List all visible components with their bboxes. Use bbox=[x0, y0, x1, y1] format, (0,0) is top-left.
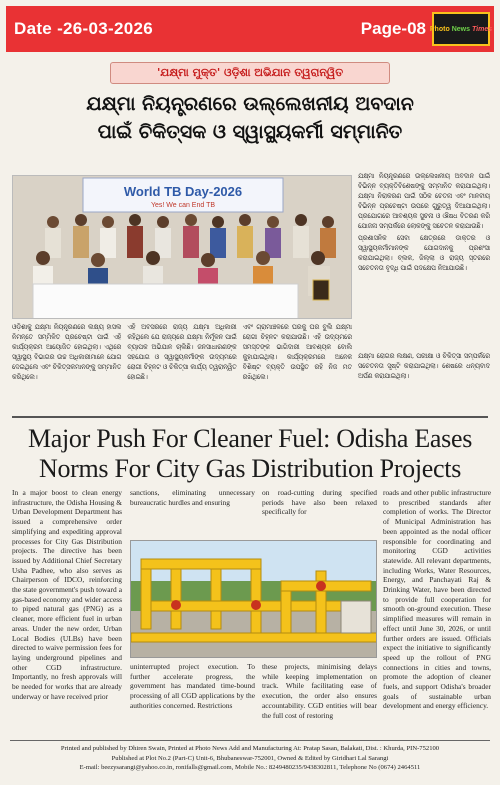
odia-headline-line1: ଯକ୍ଷ୍ମା ନିୟନ୍ତ୍ରଣରେ ଉଲ୍ଲେଖନୀୟ ଅବଦାନ bbox=[86, 93, 414, 115]
article-col-3-bottom: these projects, minimising delays while keeping implementation on track. While facilitating ease of execution, the order also ensures accountability. CGD entities will bear the full cost of restoring bbox=[262, 662, 377, 720]
article-col-1: In a major boost to clean energy infrastructure, the Odisha Housing & Urban Development Department has issued a comprehensive order simplifying and expediting approval processes for City Gas Distribution projects. The directive has been issued by Additional Chief Secretary Usha Padhee, who also serves as Chairperson of IDCO, reinforcing the state government's push toward a gas-based economy and wider access to piped natural gas (PNG) as a cleaner, more efficient fuel in urban areas. Under the new order, Urban Local Bodies (ULBs) have been directed to waive permission fees for laying underground pipelines and other CGD infrastructure. Importantly, no fresh approvals will be needed for works that are already underway or have received prior bbox=[12, 488, 122, 701]
masthead-bar bbox=[6, 6, 494, 52]
imprint-line-1: Printed and published by Dhiren Swain, Printed at Photo News Add and Manufacturing At: Pratap Sasan, Balakati, Dist. : Khurda, PIN-752100 bbox=[60, 745, 440, 752]
logo-word-news: News bbox=[451, 25, 471, 33]
odia-body-columns bbox=[12, 323, 352, 409]
odia-right-column bbox=[358, 172, 490, 350]
photo-news-times-logo bbox=[429, 12, 493, 46]
logo-word-photo: Photo bbox=[429, 25, 450, 33]
odia-body-col-2: ଏହି ଅବସରରେ ରାଜ୍ୟ ଯକ୍ଷ୍ମା ଅଧିକାରୀ କହିଥିଲେ ଯେ ରାଜ୍ୟରେ ଯକ୍ଷ୍ମା ନିର୍ମୂଳନ ପାଇଁ ବ୍ୟାପକ ଅଭିଯାନ ଚାଲିଛି। ଜନସାଧାରଣଙ୍କ ସହଯୋଗ ଓ ସ୍ୱାସ୍ଥ୍ୟକର୍ମୀଙ୍କ ଉଦ୍ୟମରେ ରୋଗୀ ଚିହ୍ନଟ ଓ ଚିକିତ୍ସା କାର୍ଯ୍ୟ ତ୍ୱରାନ୍ୱିତ ହୋଇଛି। bbox=[127, 324, 237, 381]
article-col-2-top: sanctions, eliminating unnecessary bureaucratic hurdles and ensuring bbox=[130, 488, 255, 507]
odia-body-col-1: ଓଡ଼ିଶାକୁ ଯକ୍ଷ୍ମା ନିୟନ୍ତ୍ରଣରେ ଲକ୍ଷ୍ୟ ହାସଲ ନିମନ୍ତେ ସମ୍ମିଳିତ ପ୍ରଚେଷ୍ଟା ପାଇଁ ଏହି କାର୍ଯ୍ୟକ୍ରମ ଆୟୋଜିତ ହୋଇଥିଲା। ଏଥିରେ ସ୍ୱାସ୍ଥ୍ୟ ବିଭାଗର ଉଚ୍ଚ ଅଧିକାରୀମାନେ ଯୋଗ ଦେଇଥିଲେ ଏବଂ ଚିକିତ୍ସକମାନଙ୍କୁ ସମ୍ମାନିତ କରିଥିଲେ। bbox=[12, 324, 122, 381]
imprint-line-2: Published at Plot No.2 (Part-C) Unit-6, Bhubaneswar-752001, Owned & Edited by Giridhari Lal Sarangi bbox=[111, 754, 389, 762]
photo-banner-title: World TB Day-2026 bbox=[123, 184, 243, 199]
masthead-right bbox=[360, 12, 493, 46]
page-number: Page-08 bbox=[360, 19, 426, 38]
odia-tagline: 'ଯକ୍ଷ୍ମା ମୁକ୍ତ' ଓଡ଼ିଶା ଅଭିଯାନ ତ୍ୱରାନ୍ୱିତ bbox=[110, 62, 390, 84]
photo-banner-subtitle: Yes! We can End TB bbox=[150, 202, 216, 209]
odia-right-paragraph-1: ଯକ୍ଷ୍ମା ନିୟନ୍ତ୍ରଣରେ ଉଲ୍ଲେଖନୀୟ ଅବଦାନ ପାଇଁ ବିଭିନ୍ନ ବ୍ୟକ୍ତିବିଶେଷଙ୍କୁ ସମ୍ମାନିତ କରାଯାଇଥିଲା। ଯକ୍ଷ୍ମା ନିରାକରଣ ପାଇଁ ସଠିକ ଚେତନା ଏବଂ ମାନବୀୟ ବିଭିନ୍ନ ପ୍ରଚେଷ୍ଟା ଉପରେ ଗୁରୁତ୍ୱ ଦିଆଯାଇଥିଲା। ପ୍ରଯୋଗରେ ଆବଶ୍ୟକ ସୁଚନା ଓ ଔଷଧ ବିତରଣ କରି ଯୋଜନା ସମ୍ପର୍କରେ ଲୋକଙ୍କୁ ସଚେତନ କରାଯାଉଛି। bbox=[358, 173, 490, 230]
article-col-3-top: on road-cutting during specified periods have also been relaxed specifically for bbox=[262, 488, 377, 517]
issue-date: Date -26-03-2026 bbox=[14, 19, 153, 38]
award-plaque bbox=[313, 280, 329, 300]
odia-headline bbox=[12, 90, 488, 146]
section-divider bbox=[12, 416, 488, 418]
english-headline: Major Push For Cleaner Fuel: Odisha Eases Norms For City Gas Distribution Projects bbox=[27, 424, 473, 483]
tb-day-photo-illustration bbox=[13, 176, 352, 319]
gas-pipeline-photo bbox=[130, 540, 377, 658]
head-table bbox=[33, 284, 298, 319]
imprint-footer bbox=[10, 740, 490, 773]
odia-body-col-3: ଏବଂ ଗ୍ରାମାଞ୍ଚଳରେ ଘରକୁ ଘର ବୁଲି ଯକ୍ଷ୍ମା ରୋଗୀ ଚିହ୍ନଟ କରାଯାଉଛି। ଏହି ଉଦ୍ୟମରେ ସମସ୍ତଙ୍କ ଭାଗିଦାରୀ ଆବଶ୍ୟକ ବୋଲି କୁହାଯାଇଥିଲା। କାର୍ଯ୍ୟକ୍ରମରେ ଅନେକ ବିଶିଷ୍ଟ ବ୍ୟକ୍ତି ଉପସ୍ଥିତ ରହି ନିଜ ମତ ରଖିଥିଲେ। bbox=[242, 324, 352, 381]
article-col-4: roads and other public infrastructure to prescribed standards after completion of works. The Director of Municipal Administration has been appointed as the nodal officer responsible for coordinating and monitoring CGD activities statewide. All relevant departments, including Works, Water Resources, Energy, and Panchayati Raj & Drinking Water, have been directed to provide full cooperation for smooth on-ground execution. These simplified measures will remain in effect until June 30, 2026, or until further orders are issued. Officials expect the initiative to significantly speed up the rollout of PNG connections in cities and towns, promote the adoption of cleaner fuels, and support Odisha's broader goals of sustainable urban development and energy efficiency. bbox=[383, 488, 491, 711]
gas-pipeline-illustration bbox=[131, 541, 377, 658]
logo-word-times: Times bbox=[472, 25, 493, 33]
odia-headline-line2: ପାଇଁ ଚିକିତ୍ସକ ଓ ସ୍ୱାସ୍ଥ୍ୟକର୍ମୀ ସମ୍ମାନିତ bbox=[97, 121, 403, 143]
odia-lower-right-column: ଯକ୍ଷ୍ମା ରୋଗର ଲକ୍ଷଣ, ପରୀକ୍ଷା ଓ ଚିକିତ୍ସା ସମ୍ପର୍କରେ ସଚେତନତା ସୃଷ୍ଟି କରାଯାଇଥିଲା। ଶେଷରେ ଧନ୍ୟବାଦ ଅର୍ପଣ କରାଯାଇଥିଲା। bbox=[358, 353, 490, 380]
odia-right-paragraph-2: ପ୍ରଶାସନିକ ସେବା କ୍ଷେତ୍ରରେ ଡାକ୍ତର ଓ ସ୍ୱାସ୍ଥ୍ୟକର୍ମୀମାନଙ୍କ ଯୋଗଦାନକୁ ପ୍ରଶଂସା କରାଯାଇଥିଲା। ବ୍ଲକ, ଜିଲ୍ଲା ଓ ରାଜ୍ୟ ସ୍ତରରେ ସଚେତନତା ବୃଦ୍ଧି ପାଇଁ ପଦକ୍ଷେପ ନିଆଯାଉଛି। bbox=[358, 235, 490, 272]
tb-day-photo bbox=[12, 175, 352, 319]
imprint-line-3: E-mail: beezysarangi@yahoo.co.in, ronifalls@gmail.com, Mobile No.: 8249480235/9438302811, Telephone No (0674) 2464511 bbox=[79, 764, 421, 771]
article-col-2-bottom: uninterrupted project execution. To further accelerate progress, the government has mandated time-bound processing of all CGD applications by the authorities concerned. Restrictions bbox=[130, 662, 255, 710]
